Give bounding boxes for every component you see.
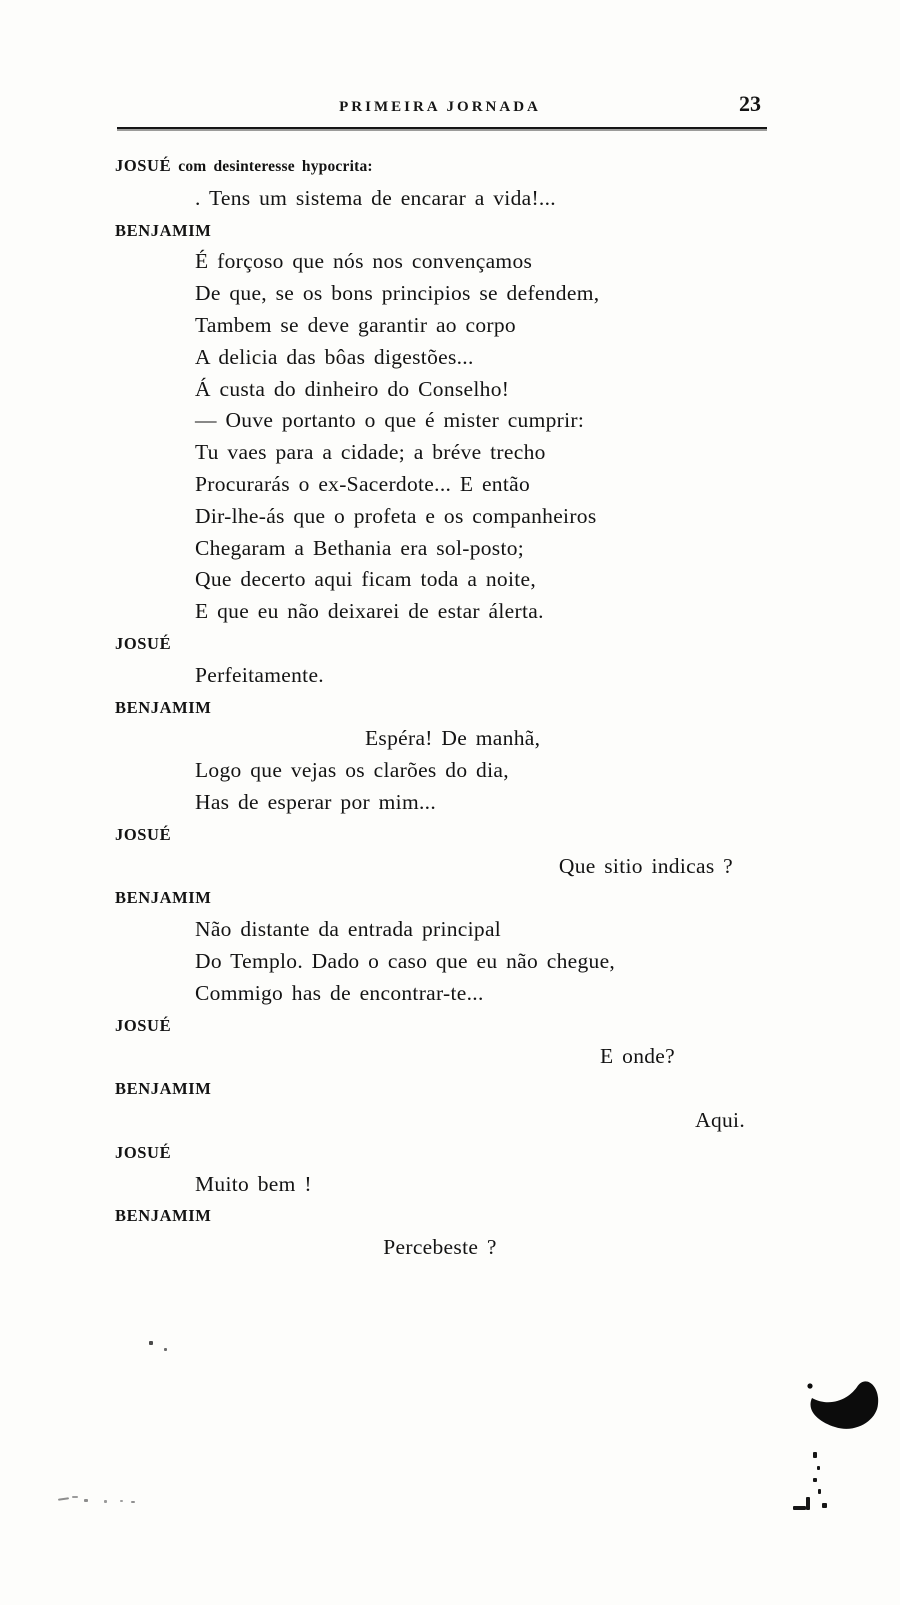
speaker-name: BENJAMIM (115, 888, 212, 908)
speaker-name: JOSUÉ (115, 1142, 172, 1162)
verse-line: Has de esperar por mim... (195, 789, 436, 814)
verse-line: Procurarás o ex-Sacerdote... E então (195, 471, 531, 496)
scan-speck (149, 1341, 153, 1345)
verse-line: Perfeitamente. (195, 662, 324, 687)
verse-line: Aqui. (695, 1107, 745, 1132)
scan-smudge (84, 1499, 88, 1502)
speaker-heading (115, 692, 765, 724)
header-rule (117, 127, 767, 131)
speaker-heading (115, 215, 765, 247)
verse-line: É forçoso que nós nos convençamos (195, 249, 533, 274)
scan-speck (793, 1506, 806, 1510)
verse-line: Tu vaes para a cidade; a bréve trecho (195, 440, 546, 465)
speaker-heading (115, 1010, 765, 1042)
verse-line: E onde? (600, 1044, 675, 1069)
speaker-heading (115, 882, 765, 914)
running-title: PRIMEIRA JORNADA (339, 99, 541, 115)
verse-line: — Ouve portanto o que é mister cumprir: (195, 408, 585, 433)
verse-line: Tambem se deve garantir ao corpo (195, 312, 516, 337)
speaker-heading (115, 819, 765, 851)
verse-line: A delicia das bôas digestões... (195, 344, 474, 369)
scan-speck (817, 1466, 820, 1470)
verse-line: Que decerto aqui ficam toda a noite, (195, 567, 537, 592)
verse-line: Logo que vejas os clarões do dia, (195, 758, 509, 783)
verse-line: Commigo has de encontrar-te... (195, 980, 484, 1005)
scan-speck (806, 1497, 810, 1510)
verse-line: Que sitio indicas ? (558, 853, 733, 878)
verse-line: Não distante da entrada principal (195, 917, 502, 942)
scan-smudge (58, 1497, 69, 1501)
scan-smudge (72, 1496, 78, 1498)
verse-line: Muito bem ! (195, 1171, 312, 1196)
page-header (115, 91, 765, 123)
speaker-name: JOSUÉ (115, 1015, 172, 1035)
speaker-heading (115, 628, 765, 660)
scan-smudge (120, 1500, 123, 1502)
speaker-name: JOSUÉ (115, 156, 172, 175)
speaker-heading (115, 150, 765, 183)
scan-speck (813, 1478, 817, 1482)
scan-speck (813, 1452, 817, 1458)
verse-line: Dir-lhe-ás que o profeta e os companheiros (195, 503, 597, 528)
speaker-heading (115, 1073, 765, 1105)
scan-speck (818, 1489, 821, 1494)
verse-line: Á custa do dinheiro do Conselho! (195, 376, 510, 401)
verse-line: De que, se os bons principios se defendem, (195, 281, 600, 306)
speaker-name: BENJAMIM (115, 1206, 212, 1226)
stage-direction: com desinteresse hypocrita: (171, 158, 373, 175)
scan-smudge (104, 1500, 107, 1503)
page-number: 23 (739, 91, 761, 116)
ink-blot (804, 1378, 882, 1434)
scan-smudge (131, 1501, 135, 1503)
speaker-heading (115, 1200, 765, 1232)
speaker-name: BENJAMIM (115, 1079, 212, 1099)
speaker-name: JOSUÉ (115, 633, 172, 653)
verse-line: Espéra! De manhã, (365, 726, 541, 751)
speaker-name: BENJAMIM (115, 697, 212, 717)
verse-line: E que eu não deixarei de estar álerta. (195, 599, 544, 624)
speaker-name: BENJAMIM (115, 220, 212, 240)
verse-line: Percebeste ? (383, 1235, 497, 1260)
verse-line: Chegaram a Bethania era sol-posto; (195, 535, 525, 560)
speaker-name: JOSUÉ (115, 824, 172, 844)
scan-speck (822, 1503, 827, 1508)
verse-line: Do Templo. Dado o caso que eu não chegue, (195, 948, 616, 973)
scan-speck (164, 1348, 167, 1351)
speaker-heading (115, 1137, 765, 1169)
dialogue-text (115, 150, 765, 1264)
verse-line: . Tens um sistema de encarar a vida!... (195, 185, 556, 210)
